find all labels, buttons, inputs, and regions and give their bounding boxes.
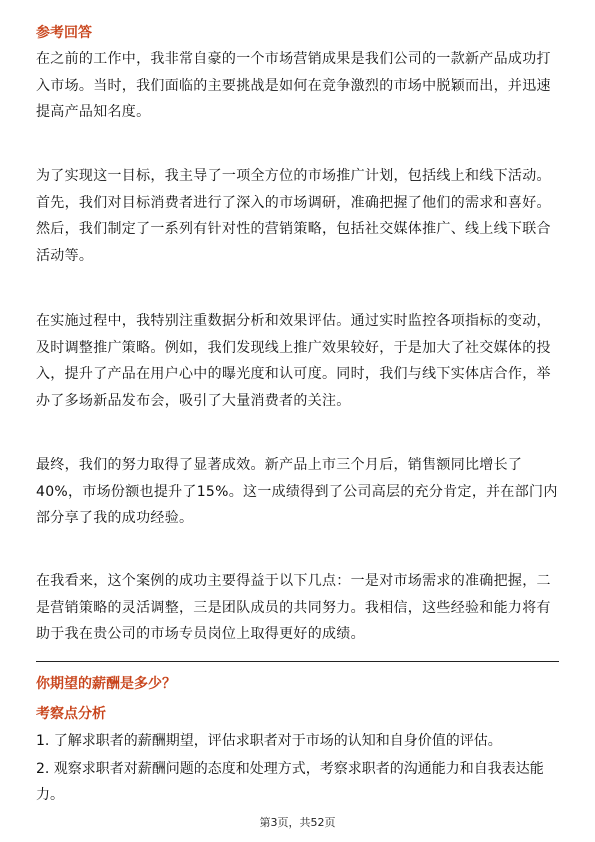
answer-paragraph-1: 在之前的工作中，我非常自豪的一个市场营销成果是我们公司的一款新产品成功打入市场。当时，我们面临的主要挑战是如何在竞争激烈的市场中脱颖而出，并迅速提高产品知名度。 [36, 51, 551, 120]
answer-paragraph-3: 在实施过程中，我特别注重数据分析和效果评估。通过实时监控各项指标的变动，及时调整推广策略。例如，我们发现线上推广效果较好，于是加大了社交媒体的投入，提升了产品在用户心中的曝光度和认可度。同时，我们与线下实体店合作，举办了多场新品发布会，吸引了大量消费者的关注。 [36, 313, 551, 409]
answer-paragraph-4: 最终，我们的努力取得了显著成效。新产品上市三个月后，销售额同比增长了40%，市场份额也提升了15%。这一成绩得到了公司高层的充分肯定，并在部门内部分享了我的成功经验。 [36, 457, 558, 526]
analysis-point-1: 1. 了解求职者的薪酬期望，评估求职者对于市场的认知和自身价值的评估。 [36, 733, 502, 749]
page-number: 第3页，共52页 [259, 816, 336, 829]
answer-paragraph-2: 为了实现这一目标，我主导了一项全方位的市场推广计划，包括线上和线下活动。首先，我们对目标消费者进行了深入的市场调研，准确把握了他们的需求和喜好。然后，我们制定了一系列有针对性的营销策略，包括社交媒体推广、线上线下联合活动等。 [36, 168, 551, 264]
answer-heading: 参考回答 [36, 25, 92, 41]
section-divider [36, 661, 559, 662]
analysis-heading: 考察点分析 [36, 706, 106, 722]
answer-paragraph-5: 在我看来，这个案例的成功主要得益于以下几点：一是对市场需求的准确把握，二是营销策略的灵活调整，三是团队成员的共同努力。我相信，这些经验和能力将有助于我在贵公司的市场专员岗位上取得更好的成绩。 [36, 573, 551, 642]
analysis-point-2: 2. 观察求职者对薪酬问题的态度和处理方式，考察求职者的沟通能力和自我表达能力。 [36, 761, 544, 803]
question-title: 你期望的薪酬是多少？ [36, 676, 176, 692]
